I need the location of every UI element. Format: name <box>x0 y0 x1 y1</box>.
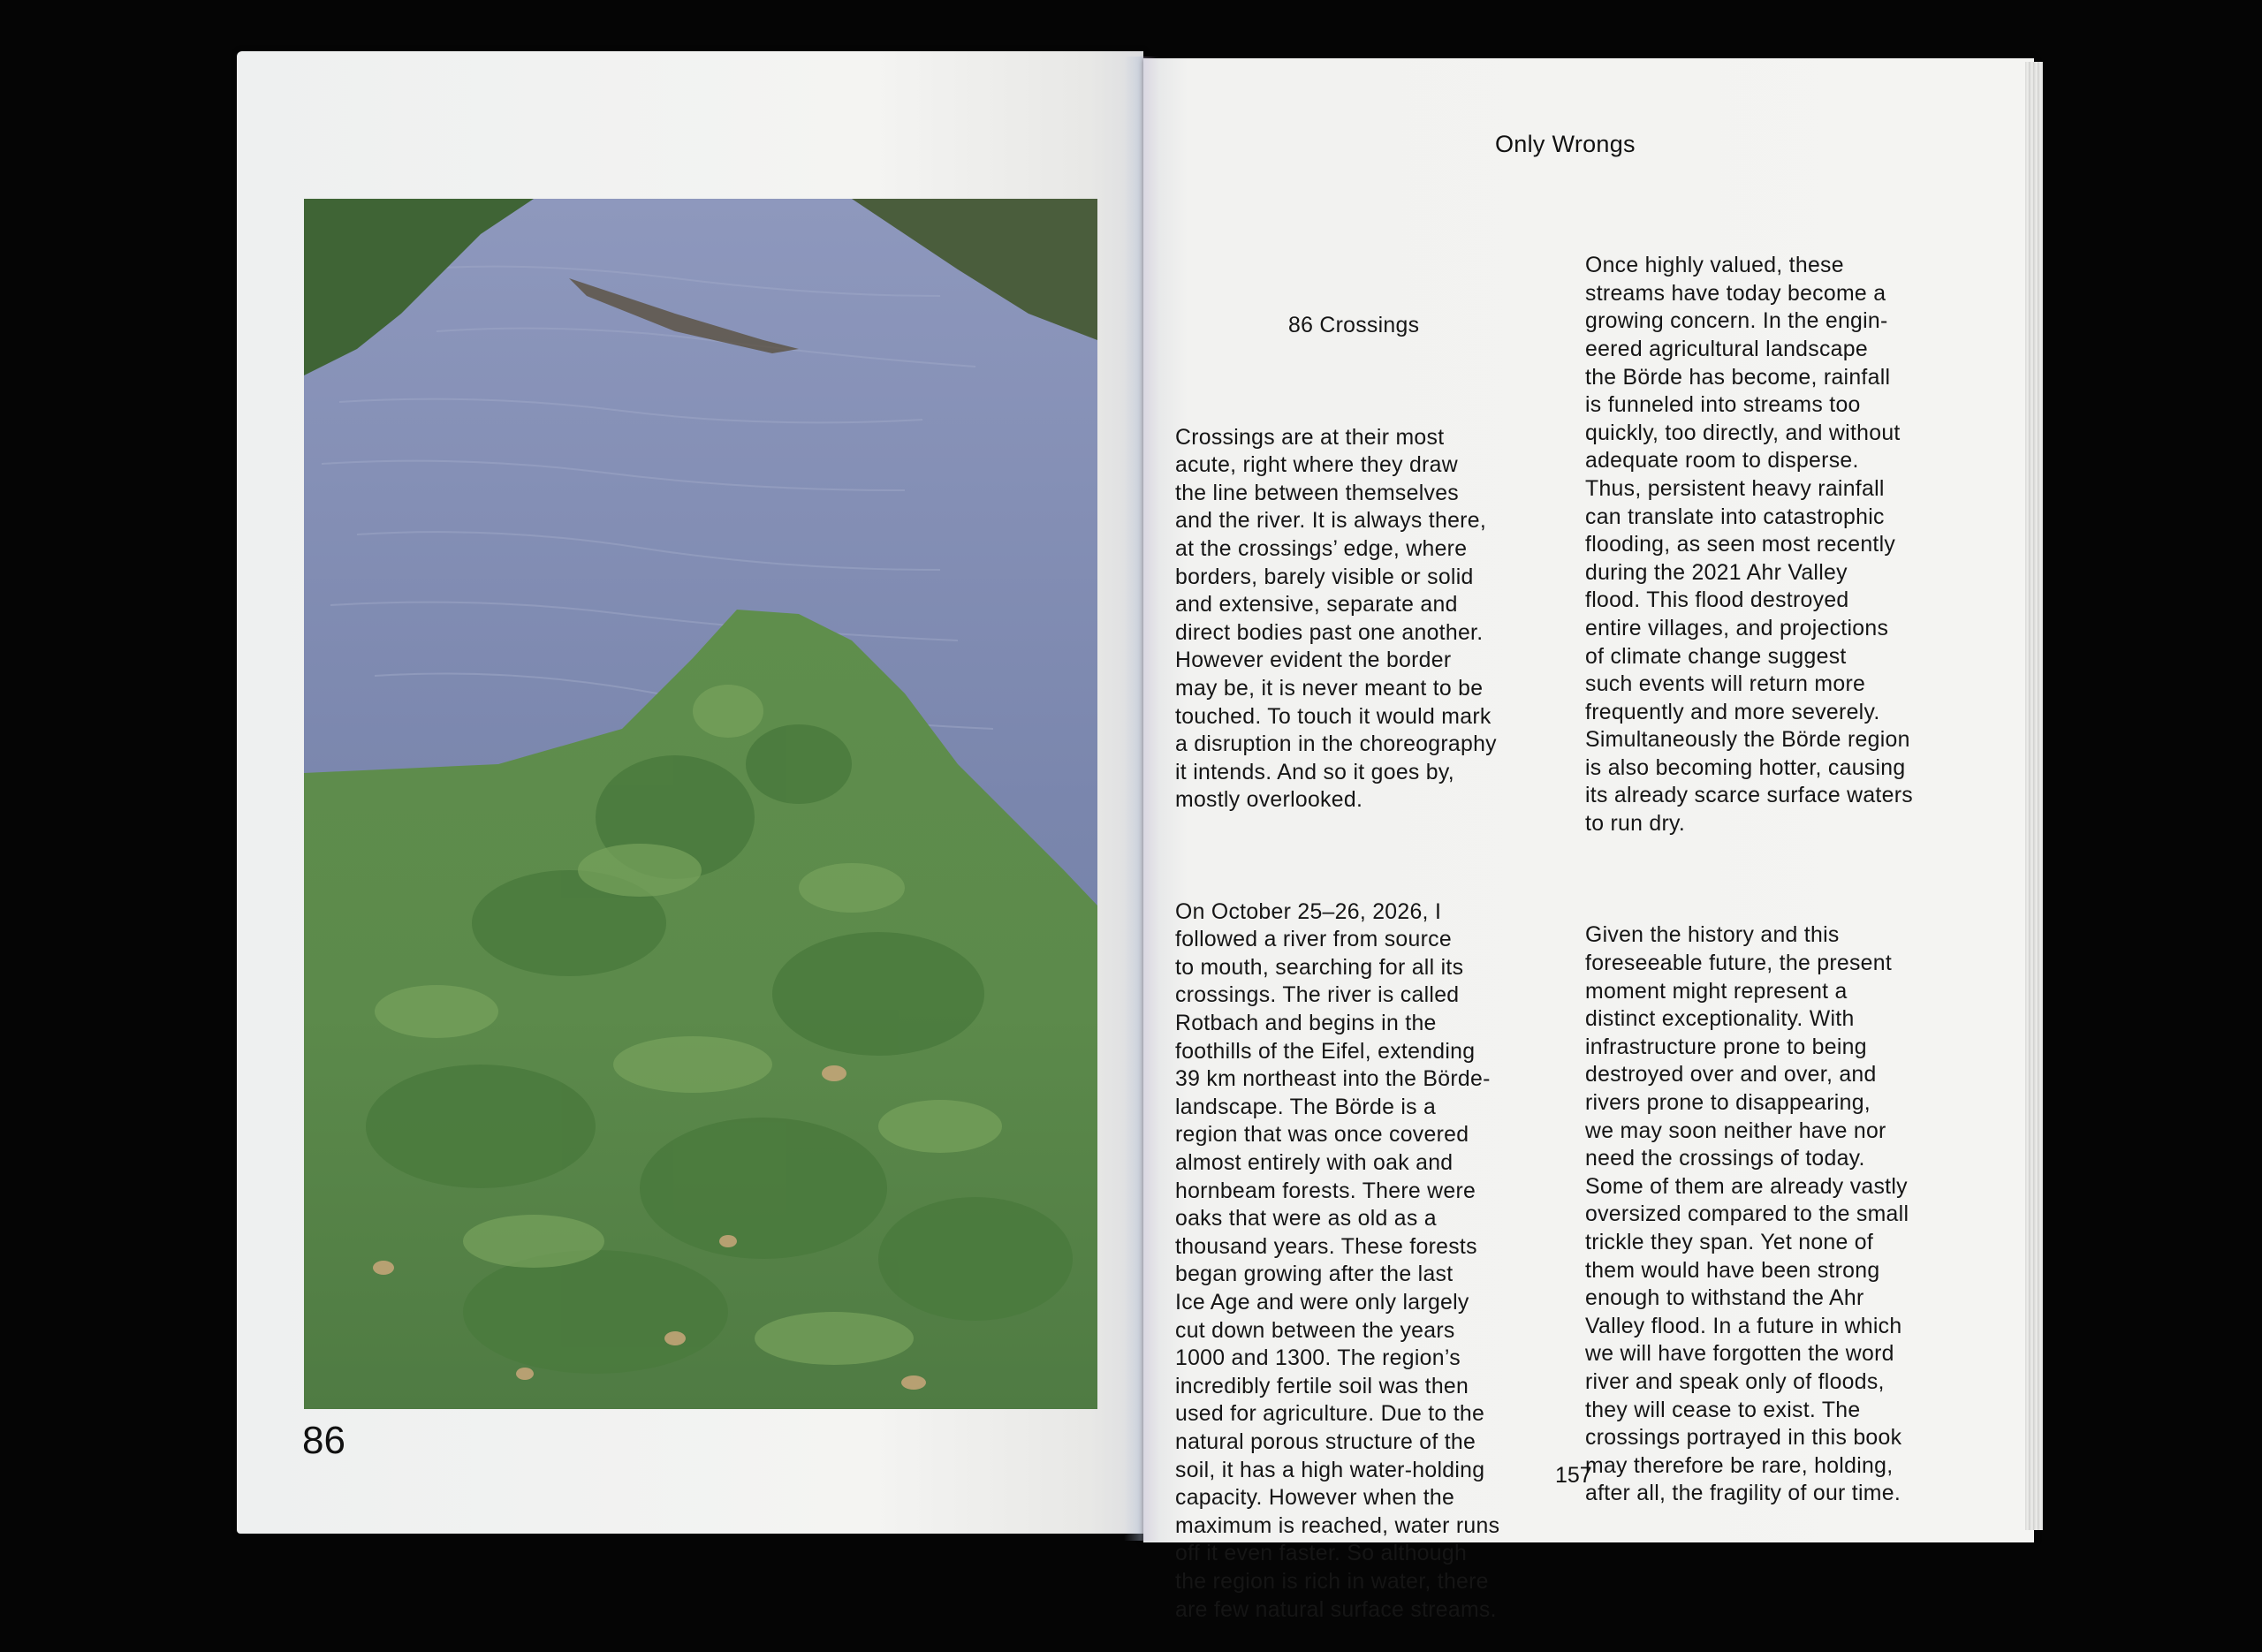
text-line: acute, right where they draw <box>1175 453 1458 478</box>
text-line: them would have been strong <box>1585 1258 1880 1283</box>
text-line: Crossings are at their most <box>1175 425 1445 450</box>
text-line: touched. To touch it would mark <box>1175 704 1492 729</box>
text-line: foreseeable future, the present <box>1585 951 1893 976</box>
page-edges <box>2025 62 2043 1530</box>
text-line: hornbeam forests. There were <box>1175 1178 1476 1203</box>
text-line: Some of them are already vastly <box>1585 1174 1908 1199</box>
text-line: mostly overlooked. <box>1175 788 1363 813</box>
text-line: its already scarce surface waters <box>1585 784 1913 808</box>
text-line: 39 km northeast into the Börde- <box>1175 1067 1491 1092</box>
running-head: Only Wrongs <box>1495 131 1636 157</box>
text-line: almost entirely with oak and <box>1175 1151 1454 1175</box>
text-line: oversized compared to the small <box>1585 1202 1909 1227</box>
text-line: eered agricultural landscape <box>1585 337 1868 361</box>
text-line: adequate room to disperse. <box>1585 449 1859 474</box>
section-title: 86 Crossings <box>1288 314 1420 338</box>
river-photo <box>304 199 1097 1409</box>
text-line: is funneled into streams too <box>1585 393 1861 418</box>
text-line: distinct exceptionality. With <box>1585 1007 1855 1032</box>
text-line: crossings portrayed in this book <box>1585 1426 1902 1451</box>
text-column-right <box>1585 196 1974 1536</box>
text-line: flooding, as seen most recently <box>1585 533 1896 557</box>
text-line: the line between themselves <box>1175 481 1460 505</box>
text-line: may be, it is never meant to be <box>1175 676 1484 701</box>
text-line: Thus, persistent heavy rainfall <box>1585 476 1885 501</box>
text-line: rivers prone to disappearing, <box>1585 1091 1871 1115</box>
text-line: the region is rich in water, there <box>1175 1569 1489 1594</box>
paragraph <box>1175 424 1564 815</box>
text-line: borders, barely visible or solid <box>1175 565 1474 589</box>
text-line: and the river. It is always there, <box>1175 509 1487 534</box>
text-line: used for agriculture. Due to the <box>1175 1402 1485 1427</box>
text-line: Given the history and this <box>1585 923 1840 948</box>
text-line: of climate change suggest <box>1585 644 1847 669</box>
river-photo-icon <box>304 199 1097 1409</box>
text-line: may therefore be rare, holding, <box>1585 1453 1894 1478</box>
text-line: can translate into catastrophic <box>1585 504 1885 529</box>
text-line: region that was once covered <box>1175 1123 1469 1148</box>
text-line: soil, it has a high water-holding <box>1175 1458 1485 1482</box>
text-line: to run dry. <box>1585 812 1686 837</box>
left-page-number: 86 <box>302 1419 345 1462</box>
text-line: it intends. And so it goes by, <box>1175 760 1454 784</box>
text-line: need the crossings of today. <box>1585 1147 1865 1171</box>
text-line: Valley flood. In a future in which <box>1585 1314 1902 1338</box>
text-line: to mouth, searching for all its <box>1175 955 1464 980</box>
text-line: 1000 and 1300. The region’s <box>1175 1346 1461 1371</box>
text-line: we will have forgotten the word <box>1585 1342 1894 1367</box>
text-line: direct bodies past one another. <box>1175 620 1484 645</box>
text-column-left <box>1175 256 1564 1652</box>
text-line: river and speak only of floods, <box>1585 1369 1885 1394</box>
text-line: quickly, too directly, and without <box>1585 421 1901 445</box>
text-line: streams have today become a <box>1585 281 1886 306</box>
text-line: thousand years. These forests <box>1175 1234 1477 1259</box>
text-line: followed a river from source <box>1175 928 1452 952</box>
text-line: maximum is reached, water runs <box>1175 1513 1500 1538</box>
paragraph <box>1175 898 1564 1624</box>
paragraph <box>1585 252 1974 837</box>
text-line: began growing after the last <box>1175 1262 1454 1287</box>
text-line: and extensive, separate and <box>1175 593 1458 618</box>
text-line: capacity. However when the <box>1175 1486 1455 1511</box>
text-line: we may soon neither have nor <box>1585 1118 1886 1143</box>
text-line: after all, the fragility of our time. <box>1585 1481 1901 1506</box>
text-line: flood. This flood destroyed <box>1585 588 1849 613</box>
text-line: the Börde has become, rainfall <box>1585 365 1891 390</box>
text-line: cut down between the years <box>1175 1318 1455 1343</box>
text-line: during the 2021 Ahr Valley <box>1585 560 1848 585</box>
text-line: Simultaneously the Börde region <box>1585 728 1910 753</box>
text-line: oaks that were as old as a <box>1175 1207 1437 1231</box>
text-line: growing concern. In the engin- <box>1585 309 1888 334</box>
text-line: are few natural surface streams. <box>1175 1597 1497 1622</box>
text-line: foothills of the Eifel, extending <box>1175 1039 1476 1064</box>
text-line: Rotbach and begins in the <box>1175 1012 1437 1036</box>
text-line: a disruption in the choreography <box>1175 732 1497 757</box>
right-page-number: 157 <box>1555 1463 1592 1488</box>
text-line: natural porous structure of the <box>1175 1429 1476 1454</box>
text-line: such events will return more <box>1585 672 1866 697</box>
text-line: moment might represent a <box>1585 979 1848 1004</box>
text-line: On October 25–26, 2026, I <box>1175 899 1442 924</box>
text-line: infrastructure prone to being <box>1585 1034 1867 1059</box>
text-line: incredibly fertile soil was then <box>1175 1374 1469 1398</box>
text-line: is also becoming hotter, causing <box>1585 755 1906 780</box>
text-line: trickle they span. Yet none of <box>1585 1230 1874 1254</box>
text-line: Ice Age and were only largely <box>1175 1290 1469 1315</box>
text-line: at the crossings’ edge, where <box>1175 536 1468 561</box>
text-line: they will cease to exist. The <box>1585 1398 1861 1422</box>
text-line: landscape. The Börde is a <box>1175 1095 1437 1119</box>
text-line: off it even faster. So although <box>1175 1542 1468 1566</box>
paragraph <box>1585 921 1974 1507</box>
text-line: enough to withstand the Ahr <box>1585 1286 1864 1311</box>
text-line: However evident the border <box>1175 648 1452 673</box>
text-line: Once highly valued, these <box>1585 254 1844 278</box>
text-line: destroyed over and over, and <box>1585 1063 1877 1087</box>
text-line: frequently and more severely. <box>1585 700 1880 724</box>
book-gutter <box>1124 57 1159 1541</box>
text-line: entire villages, and projections <box>1585 616 1889 640</box>
text-line: crossings. The river is called <box>1175 983 1460 1008</box>
